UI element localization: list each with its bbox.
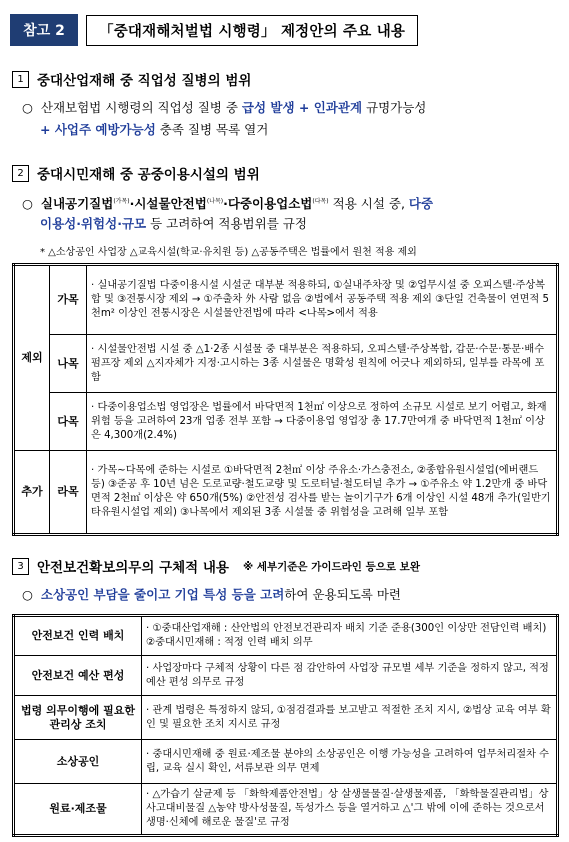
text: ·시설물안전법 <box>129 196 207 212</box>
content-cell: · 사업장마다 구체적 상황이 다른 점 감안하여 사업장 규모별 세부 기준을 정하지 않고, 적정 예산 편성 의무로 규정 <box>142 656 558 696</box>
section-2-bullet <box>22 192 562 214</box>
text: (나목) <box>206 198 224 205</box>
section-2-note: * △소상공인 사업장 △교육시설(학교·유치원 등) △공동주택은 법률에서 원천 적용 제외 <box>40 247 417 258</box>
text: 실내공기질법 <box>40 196 114 212</box>
bullet-icon: ○ <box>22 100 33 115</box>
text: 하여 운용되도록 마련 <box>284 587 401 602</box>
text: 소상공인 부담을 줄이고 기업 특성 등을 고려 <box>40 587 285 602</box>
text: 사업주 예방가능성 <box>54 122 156 137</box>
bullet-icon: ○ <box>22 196 33 212</box>
bullet-icon: ○ <box>22 587 33 602</box>
label-cell: 안전보건 예산 편성 <box>14 656 142 696</box>
label-cell: 법령 의무이행에 필요한 관리상 조치 <box>14 696 142 740</box>
content-cell: · 시설물안전법 시설 중 △1·2종 시설물 중 대부분은 적용하되, 오피스텔·주상복합, 갑문·수문·통문·배수펌프장 제외 △지자체가 지정·고시하는 3종 시설물은 명확성 원칙에 어긋나 제외하되, 일부를 라목에 포함 <box>87 335 558 393</box>
text: ·다중이용업소법 <box>223 196 313 212</box>
text: 등 고려하여 적용범위를 규정 <box>146 216 307 231</box>
content-cell: · ①중대산업재해 : 산안법의 안전보건관리자 배치 기준 준용(300인 이상만 전담인력 배치) ②중대시민재해 : 적정 인력 배치 의무 <box>142 616 558 656</box>
text: 급성 발생 <box>241 100 295 115</box>
section-3-heading <box>12 556 557 576</box>
table-row <box>14 335 558 393</box>
category-cell: 추가 <box>14 451 50 535</box>
content-cell: · 실내공기질법 다중이용시설 시설군 대부분 적용하되, ①실내주차장 및 ②업무시설 중 오피스텔·주상복합 및 ③전통시장 제외 → ①주출차 外 사람 없음 ②법에서 공동주택 적용 제외 ③단일 건축물이 연면적 5천m² 이상인 전통시장은 시설물안전법에 따라 <나목>에서 적용 <box>87 265 558 335</box>
section-3-bullet <box>22 585 562 605</box>
text: 다중 <box>408 196 434 212</box>
section-title: 안전보건확보의무의 구체적 내용 <box>37 560 229 576</box>
section-number: 3 <box>12 558 29 575</box>
item-cell: 가목 <box>50 265 87 335</box>
section-note: ※ 세부기준은 가이드라인 등으로 보완 <box>242 560 420 573</box>
text: 적용 시설 중, <box>328 196 409 212</box>
text: + <box>40 122 55 137</box>
table-row <box>14 393 558 451</box>
document-title: 「중대재해처벌법 시행령」 제정안의 주요 내용 <box>86 15 418 46</box>
table-row <box>14 616 558 656</box>
text: (가목) <box>113 198 130 205</box>
table-row <box>14 265 558 335</box>
text: 규명가능성 <box>362 100 427 115</box>
reference-tag: 참고 2 <box>10 14 78 46</box>
content-cell: · 관계 법령은 특정하지 않되, ①점검결과를 보고받고 적절한 조치 지시, ②법상 교육 여부 확인 및 필요한 조치 지시로 규정 <box>142 696 558 740</box>
section-title: 중대산업재해 중 직업성 질병의 범위 <box>37 73 252 89</box>
safety-duty-table <box>12 614 559 837</box>
table-row <box>14 451 558 535</box>
label-cell: 소상공인 <box>14 740 142 784</box>
section-1-heading <box>12 69 251 89</box>
section-1-bullet <box>22 98 557 118</box>
item-cell: 다목 <box>50 393 87 451</box>
text: + <box>294 100 314 115</box>
section-number: 2 <box>12 165 29 182</box>
section-title: 중대시민재해 중 공중이용시설의 범위 <box>37 167 260 183</box>
content-cell: · 중대시민재해 중 원료·제조물 분야의 소상공인은 이행 가능성을 고려하여 업무처리절차 수립, 교육 실시 확인, 서류보관 의무 면제 <box>142 740 558 784</box>
text: 충족 질병 목록 열거 <box>155 122 269 137</box>
text: 인과관계 <box>313 100 363 115</box>
table-row <box>14 784 558 836</box>
category-cell: 제외 <box>14 265 50 451</box>
item-cell: 나목 <box>50 335 87 393</box>
label-cell: 원료·제조물 <box>14 784 142 836</box>
section-2-heading <box>12 163 260 183</box>
content-cell: · 다중이용업소법 영업장은 법률에서 바닥면적 1천㎡ 이상으로 정하여 소규모 시설로 보기 어렵고, 화재 위험 등을 고려하여 23개 업종 전부 포함 → 다중이용업 영업장 총 17.7만여개 중 바닥면적 1천㎡ 이상은 4,300개(2.4%) <box>87 393 558 451</box>
document-header <box>10 14 418 46</box>
table-row <box>14 656 558 696</box>
label-cell: 안전보건 인력 배치 <box>14 616 142 656</box>
table-row <box>14 740 558 784</box>
content-cell: · 가목~다목에 준하는 시설로 ①바닥면적 2천㎡ 이상 주유소·가스충전소, ②종합유원시설업(에버랜드 등) ③준공 후 10년 넘은 도로교량·철도교량 및 도로터널·철도터널 추가 → ①주유소 약 1.2만개 중 바닥면적 2천㎡ 이상은 약 650개(5%) ②안전성 검사를 받는 놀이기구가 6개 이상인 시설 48개 추가(일반기타유원시설업 제외) ③나목에서 제외된 3종 시설물 중 위험성을 고려해 일부 포함 <box>87 451 558 535</box>
content-cell: · △가습기 살균제 등 「화학제품안전법」상 살생물물질·살생물제품, 「화학물질관리법」상 사고대비물질 △농약 방사성물질, 독성가스 등을 열거하고 △'그 밖에 이에 준하는 것으로서 생명·신체에 해로운 물질'로 규정 <box>142 784 558 836</box>
item-cell: 라목 <box>50 451 87 535</box>
section-2-bullet-cont <box>40 214 560 234</box>
text: 산재보험법 시행령의 직업성 질병 중 <box>40 100 242 115</box>
text: (다목) <box>312 198 329 205</box>
text: 이용성·위험성·규모 <box>40 216 147 231</box>
table-row <box>14 696 558 740</box>
section-number: 1 <box>12 71 29 88</box>
section-1-bullet-cont <box>40 120 560 140</box>
facility-scope-table <box>12 263 559 536</box>
